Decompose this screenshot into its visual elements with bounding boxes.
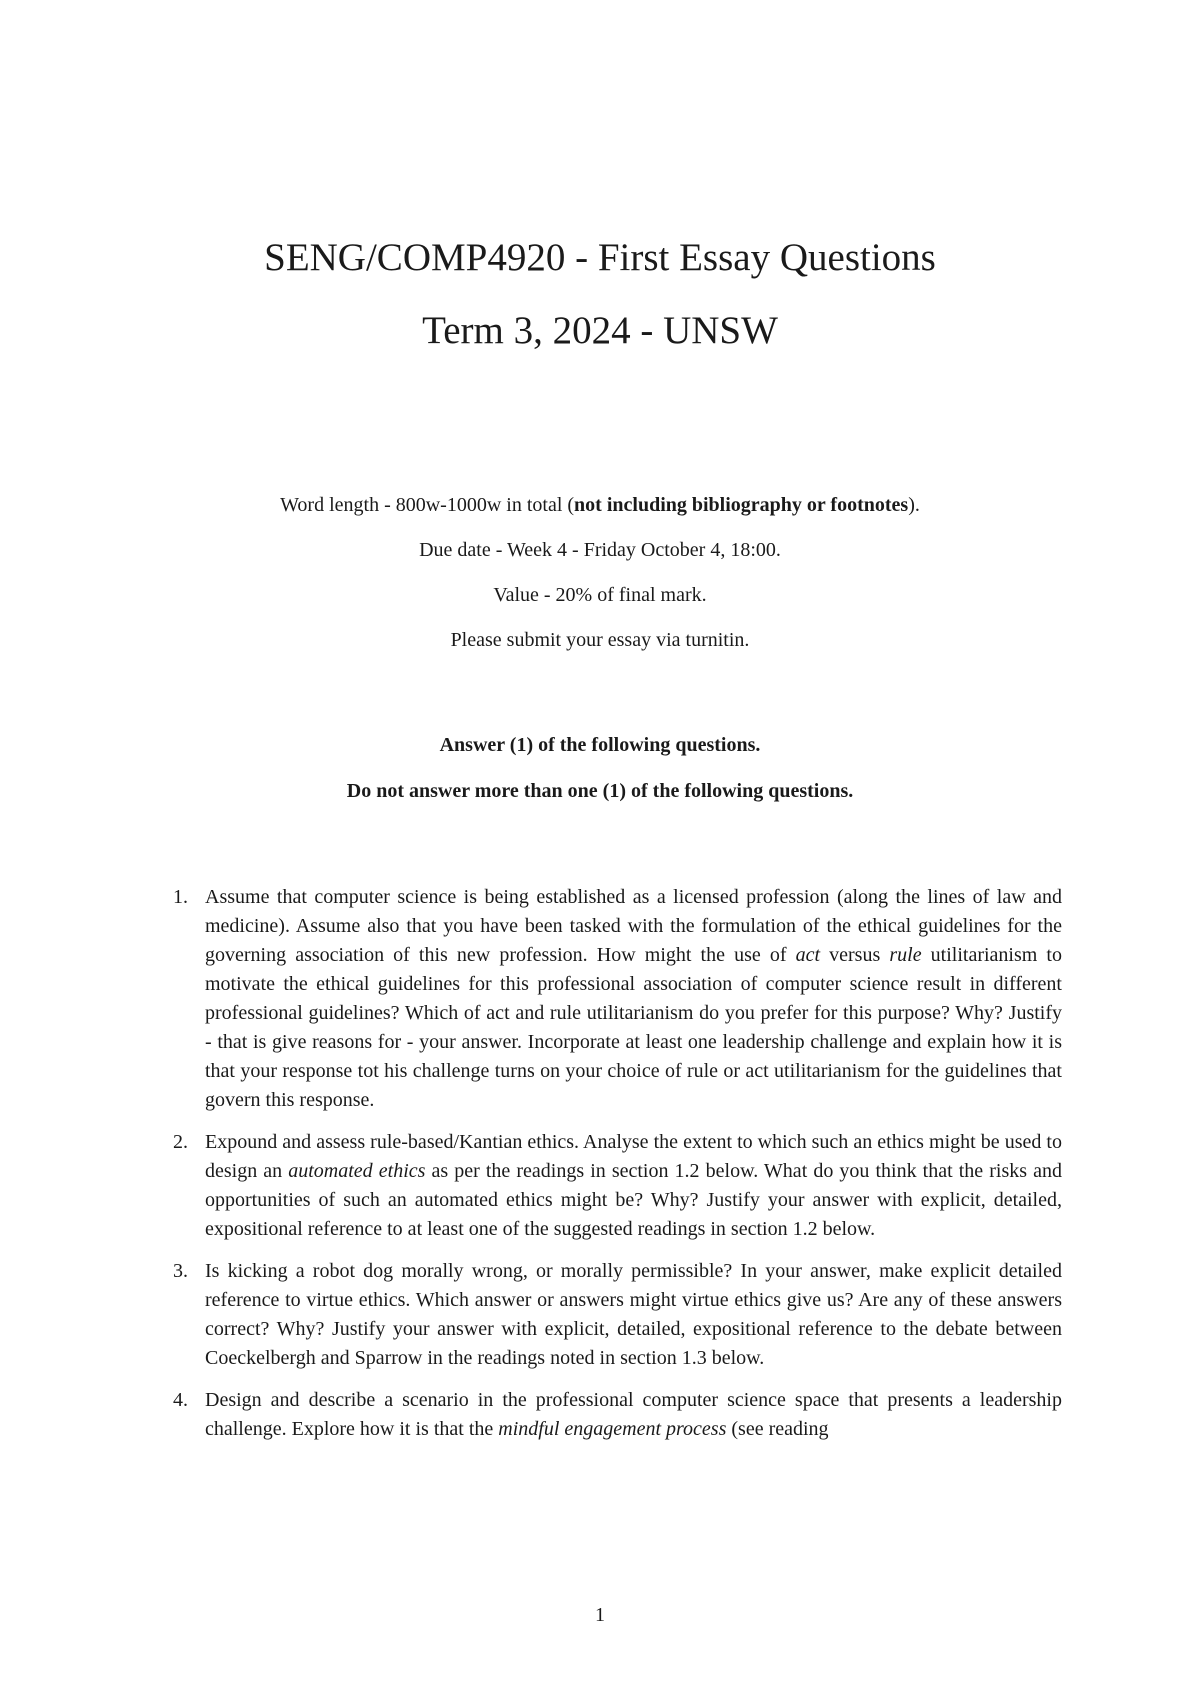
question-text-part: Expound and assess rule-based/Kantian ethics. Analyse the extent to which such an ethics might be used to design an [205, 1131, 1062, 1182]
emphasis-rule: rule [889, 944, 922, 966]
question-item [166, 1257, 1062, 1373]
question-text-part: utilitarianism to motivate the ethical guidelines for this professional association of computer science result in different professional guidelines? Which of act and rule utilitarianism do you prefer for this purpose? Why? Justify - that is give reasons for - your answer. Incorporate at least one leadership challenge and explain how it is that your response tot his challenge turns on your choice of rule or act utilitarianism for the guidelines that govern this response. [205, 944, 1062, 1111]
question-text: Is kicking a robot dog morally wrong, or morally permissible? In your answer, make explicit detailed reference to virtue ethics. Which answer or answers might virtue ethics give us? Are any of these answers correct? Why? Justify your answer with explicit, detailed, expositional reference to the debate between Coeckelbergh and Sparrow in the readings noted in section 1.3 below. [205, 1260, 1062, 1369]
question-item [166, 1386, 1062, 1444]
question-text-part: versus [820, 944, 890, 966]
question-text-part: Assume that computer science is being established as a licensed profession (along the lines of law and medicine). Assume also that you have been tasked with the formulation of the ethical guidelines for the governing association of this new profession. How might the use of [205, 886, 1062, 966]
page-subtitle: Term 3, 2024 - UNSW [422, 309, 778, 352]
word-length-suffix: ). [908, 494, 920, 516]
question-text [205, 883, 1062, 1115]
value-line: Value - 20% of final mark. [493, 584, 707, 606]
instruction-line-1: Answer (1) of the following questions. [439, 734, 761, 756]
instructions [0, 732, 1200, 824]
due-date-line: Due date - Week 4 - Friday October 4, 18:00. [419, 539, 781, 561]
word-length-line [0, 492, 1200, 537]
question-text-part: Design and describe a scenario in the professional computer science space that presents a leadership challenge. Explore how it is that the [205, 1389, 1062, 1440]
word-length-prefix: Word length - 800w-1000w in total ( [280, 494, 575, 516]
question-text [205, 1386, 1062, 1444]
page-title: SENG/COMP4920 - First Essay Questions [264, 236, 936, 279]
question-number: 2. [173, 1131, 188, 1153]
page-number: 1 [595, 1604, 605, 1626]
question-item [166, 883, 1062, 1115]
question-text-part: as per the readings in section 1.2 below. What do you think that the risks and opportunities of such an automated ethics might be? Why? Justify your answer with explicit, detailed, expositional reference to at least one of the suggested readings in section 1.2 below. [205, 1160, 1062, 1240]
assignment-details [0, 492, 1200, 672]
question-number: 3. [173, 1260, 188, 1282]
emphasis-mindful-engagement: mindful engagement process [498, 1418, 727, 1440]
question-list [166, 883, 1062, 1457]
submission-line: Please submit your essay via turnitin. [450, 629, 750, 651]
emphasis-act: act [795, 944, 821, 966]
question-text [205, 1128, 1062, 1244]
emphasis-automated-ethics: automated ethics [288, 1160, 426, 1182]
question-text-part: (see reading [726, 1418, 829, 1440]
question-number: 1. [173, 886, 188, 908]
word-length-exclusion: not including bibliography or footnotes [574, 494, 909, 516]
instruction-line-2: Do not answer more than one (1) of the following questions. [346, 780, 854, 802]
question-number: 4. [173, 1389, 188, 1411]
question-item [166, 1128, 1062, 1244]
